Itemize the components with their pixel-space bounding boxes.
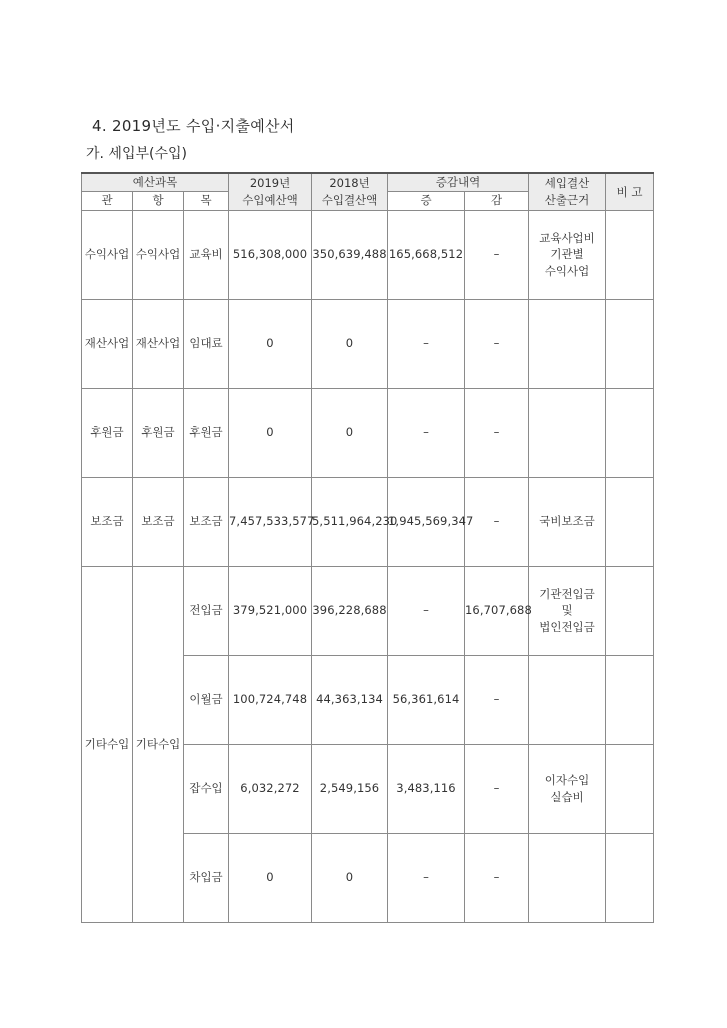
header-gwan: 관 [82, 191, 133, 210]
revenue-budget-table [81, 172, 654, 923]
header-mok: 목 [184, 191, 229, 210]
cell-basis [529, 299, 606, 388]
table-row [82, 299, 654, 388]
header-2019-line1: 2019년 [249, 176, 291, 191]
header-increase: 증 [388, 191, 465, 210]
header-2018-settlement [312, 173, 388, 210]
document-title: 4. 2019년도 수입·지출예산서 [92, 117, 295, 135]
cell-remarks [606, 477, 654, 566]
basis-line: 이자수입 [544, 773, 590, 787]
table-row [82, 388, 654, 477]
cell-basis [529, 744, 606, 833]
cell-budget-2019: 516,308,000 [229, 210, 312, 299]
cell-decrease: 16,707,688 [465, 566, 529, 655]
basis-line: 법인전입금 [539, 620, 595, 634]
cell-hang: 보조금 [133, 477, 184, 566]
cell-decrease: – [465, 744, 529, 833]
cell-increase: 56,361,614 [388, 655, 465, 744]
cell-decrease: – [465, 299, 529, 388]
cell-mok: 잡수입 [184, 744, 229, 833]
cell-basis [529, 210, 606, 299]
header-2018-line1: 2018년 [329, 176, 370, 191]
cell-settle-2018: 350,639,488 [312, 210, 388, 299]
basis-line: 기관별 [550, 247, 584, 262]
cell-basis [529, 655, 606, 744]
basis-line: 및 [561, 603, 573, 618]
table-row [82, 566, 654, 655]
basis-line: 교육사업비 [539, 230, 595, 245]
cell-increase: 165,668,512 [388, 210, 465, 299]
cell-mok: 이월금 [184, 655, 229, 744]
cell-gwan: 보조금 [82, 477, 133, 566]
cell-remarks [606, 566, 654, 655]
cell-budget-2019: 0 [229, 833, 312, 922]
cell-increase: 1,945,569,347 [388, 477, 465, 566]
header-remarks: 비 고 [606, 173, 654, 210]
cell-remarks [606, 744, 654, 833]
cell-hang: 재산사업 [133, 299, 184, 388]
header-decrease: 감 [465, 191, 529, 210]
cell-increase: 3,483,116 [388, 744, 465, 833]
header-basis-line1: 세입결산 [544, 176, 590, 191]
cell-basis [529, 833, 606, 922]
cell-increase: – [388, 299, 465, 388]
cell-basis [529, 477, 606, 566]
cell-mok: 전입금 [184, 566, 229, 655]
header-2019-line2: 수입예산액 [242, 192, 298, 207]
cell-budget-2019: 7,457,533,577 [229, 477, 312, 566]
basis-line: 수익사업 [544, 264, 590, 278]
cell-budget-2019: 0 [229, 299, 312, 388]
cell-decrease: – [465, 210, 529, 299]
cell-remarks [606, 655, 654, 744]
cell-gwan: 재산사업 [82, 299, 133, 388]
cell-hang: 기타수입 [133, 566, 184, 922]
cell-remarks [606, 299, 654, 388]
header-basis [529, 173, 606, 210]
basis-line: 실습비 [550, 789, 584, 804]
table-row [82, 210, 654, 299]
cell-decrease: – [465, 477, 529, 566]
header-budget-item: 예산과목 [82, 173, 229, 191]
cell-gwan: 기타수입 [82, 566, 133, 922]
section-subtitle: 가. 세입부(수입) [86, 146, 187, 162]
basis-line: 기관전입금 [539, 586, 595, 601]
cell-budget-2019: 0 [229, 388, 312, 477]
cell-decrease: – [465, 388, 529, 477]
cell-increase: – [388, 566, 465, 655]
header-2018-line2: 수입결산액 [321, 192, 378, 207]
cell-basis [529, 566, 606, 655]
cell-budget-2019: 379,521,000 [229, 566, 312, 655]
cell-mok: 차입금 [184, 833, 229, 922]
cell-budget-2019: 100,724,748 [229, 655, 312, 744]
cell-gwan: 후원금 [82, 388, 133, 477]
header-change: 증감내역 [388, 173, 529, 191]
cell-settle-2018: 396,228,688 [312, 566, 388, 655]
cell-budget-2019: 6,032,272 [229, 744, 312, 833]
cell-mok: 후원금 [184, 388, 229, 477]
cell-settle-2018: 0 [312, 833, 388, 922]
cell-decrease: – [465, 833, 529, 922]
table-row [82, 477, 654, 566]
cell-basis [529, 388, 606, 477]
cell-increase: – [388, 388, 465, 477]
cell-settle-2018: 5,511,964,230 [312, 477, 388, 566]
header-2019-budget [229, 173, 312, 210]
header-basis-line2: 산출근거 [544, 192, 590, 207]
cell-mok: 보조금 [184, 477, 229, 566]
cell-mok: 교육비 [184, 210, 229, 299]
cell-remarks [606, 388, 654, 477]
cell-decrease: – [465, 655, 529, 744]
cell-remarks [606, 210, 654, 299]
cell-settle-2018: 2,549,156 [312, 744, 388, 833]
cell-hang: 수익사업 [133, 210, 184, 299]
cell-settle-2018: 0 [312, 299, 388, 388]
cell-settle-2018: 44,363,134 [312, 655, 388, 744]
cell-hang: 후원금 [133, 388, 184, 477]
cell-settle-2018: 0 [312, 388, 388, 477]
cell-remarks [606, 833, 654, 922]
basis-line: 국비보조금 [539, 514, 595, 529]
cell-mok: 임대료 [184, 299, 229, 388]
cell-increase: – [388, 833, 465, 922]
cell-gwan: 수익사업 [82, 210, 133, 299]
header-hang: 항 [133, 191, 184, 210]
